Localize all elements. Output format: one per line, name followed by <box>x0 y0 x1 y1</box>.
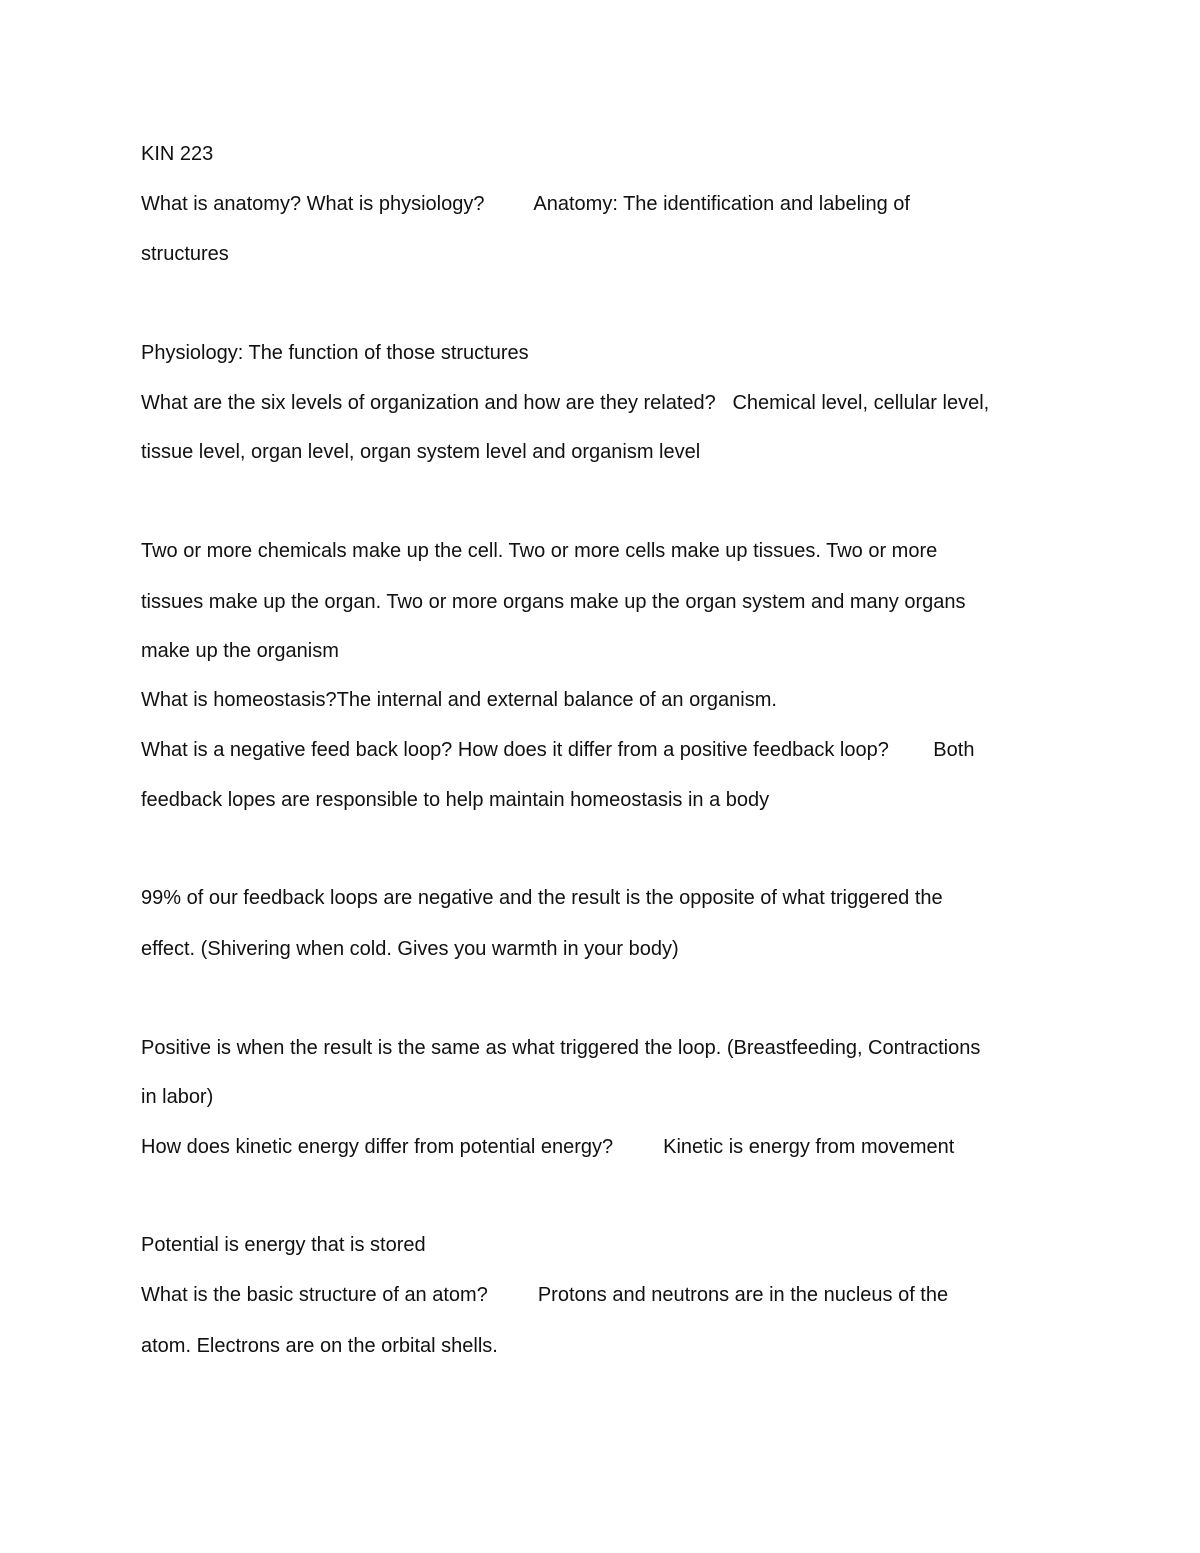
text-line: feedback lopes are responsible to help maintain homeostasis in a body <box>141 789 770 811</box>
text-line: What is homeostasis?The internal and external balance of an organism. <box>141 689 777 711</box>
text-line: tissues make up the organ. Two or more organs make up the organ system and many organs <box>141 591 966 613</box>
text-line: atom. Electrons are on the orbital shells. <box>141 1335 498 1357</box>
text-line: Physiology: The function of those structures <box>141 342 529 364</box>
text-line: structures <box>141 243 229 265</box>
text-line: What is anatomy? What is physiology? Anatomy: The identification and labeling of <box>141 193 910 215</box>
text-line: Positive is when the result is the same as what triggered the loop. (Breastfeeding, Contractions <box>141 1037 981 1059</box>
text-line: Two or more chemicals make up the cell. Two or more cells make up tissues. Two or more <box>141 540 938 562</box>
text-line: Potential is energy that is stored <box>141 1234 426 1256</box>
text-line: in labor) <box>141 1086 214 1108</box>
text-line: What is a negative feed back loop? How does it differ from a positive feedback loop? Both <box>141 739 975 761</box>
text-line: How does kinetic energy differ from potential energy? Kinetic is energy from movement <box>141 1136 955 1158</box>
text-line: What is the basic structure of an atom? Protons and neutrons are in the nucleus of the <box>141 1284 949 1306</box>
text-line: 99% of our feedback loops are negative and the result is the opposite of what triggered the <box>141 887 943 909</box>
text-line: make up the organism <box>141 640 339 662</box>
document-title: KIN 223 <box>141 143 214 165</box>
text-line: tissue level, organ level, organ system level and organism level <box>141 441 701 463</box>
text-line: What are the six levels of organization and how are they related? Chemical level, cellular level, <box>141 392 990 414</box>
text-line: effect. (Shivering when cold. Gives you warmth in your body) <box>141 938 679 960</box>
